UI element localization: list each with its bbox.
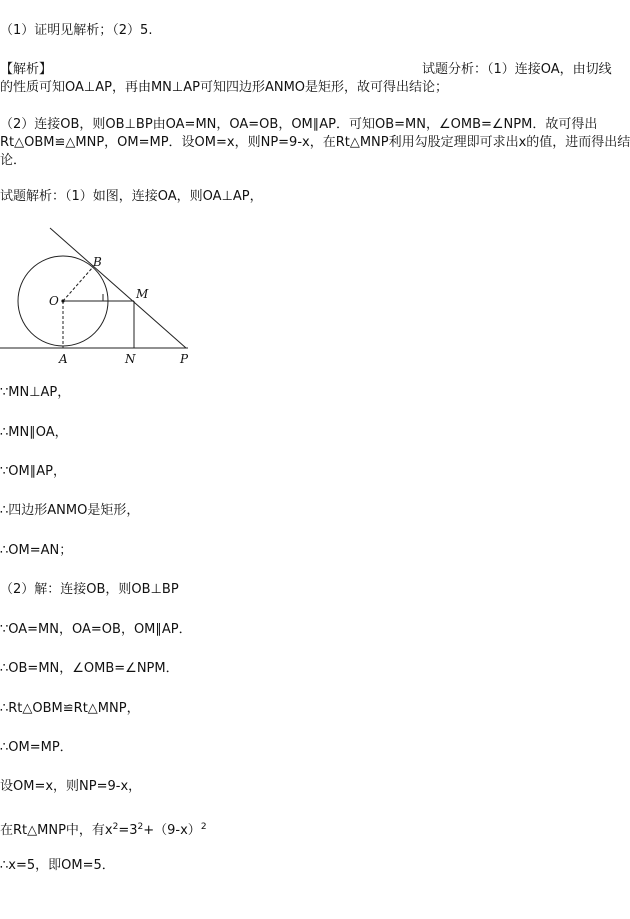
pythag-prefix: 在Rt△MNP中，有x	[0, 823, 113, 838]
step-10: ∴OM=MP．	[0, 740, 73, 755]
step-9: ∴Rt△OBM≌Rt△MNP，	[0, 701, 140, 716]
analysis-part2-line2: Rt△OBM≌△MNP，OM=MP．设OM=x，则NP=9-x，在Rt△MNP利用勾股定理即可求出x的值，进而得出结	[0, 135, 630, 150]
analysis-heading: 【解析】	[0, 62, 53, 77]
step-11: 设OM=x，则NP=9-x，	[0, 779, 142, 794]
pythag-plus: +（9-x）	[143, 823, 201, 838]
pythag-exp-1: 2	[112, 822, 119, 832]
step-6: （2）解：连接OB，则OB⊥BP	[0, 582, 179, 597]
dashed-ob	[63, 267, 93, 301]
analysis-part2-line3: 论．	[0, 153, 27, 168]
pythag-mid: =3	[118, 823, 138, 838]
label-o: O	[49, 294, 59, 308]
pythagoras-line	[0, 819, 207, 839]
step-8: ∴OB=MN，∠OMB=∠NPM．	[0, 661, 179, 676]
pythag-exp-2: 2	[137, 822, 144, 832]
solution-intro: 试题解析：（1）如图，连接OA，则OA⊥AP，	[0, 189, 263, 204]
final-answer: ∴x=5，即OM=5．	[0, 858, 115, 873]
tangent-line-pb	[50, 228, 186, 348]
center-point	[61, 299, 64, 302]
analysis-part1-tail: 的性质可知OA⊥AP，再由MN⊥AP可知四边形ANMO是矩形，故可得出结论；	[0, 80, 449, 95]
step-3: ∵OM∥AP，	[0, 464, 66, 479]
label-b: B	[93, 255, 102, 269]
step-2: ∴MN∥OA，	[0, 425, 68, 440]
step-1: ∵MN⊥AP，	[0, 385, 71, 400]
step-5: ∴OM=AN；	[0, 543, 73, 558]
label-a: A	[59, 352, 68, 366]
answer-line: （1）证明见解析；（2）5.	[0, 23, 153, 38]
geometry-figure	[0, 221, 200, 371]
analysis-part1-head: 试题分析：（1）连接OA，由切线	[422, 62, 612, 77]
label-m: M	[136, 287, 149, 301]
step-4: ∴四边形ANMO是矩形，	[0, 503, 140, 518]
analysis-part2-line1: （2）连接OB，则OB⊥BP由OA=MN，OA=OB，OM∥AP．可知OB=MN，∠OMB=∠NPM．故可得出	[0, 117, 598, 132]
label-p: P	[180, 352, 189, 366]
label-n: N	[125, 352, 136, 366]
step-7: ∵OA=MN，OA=OB，OM∥AP．	[0, 622, 192, 637]
pythag-exp-3: 2	[200, 822, 207, 832]
